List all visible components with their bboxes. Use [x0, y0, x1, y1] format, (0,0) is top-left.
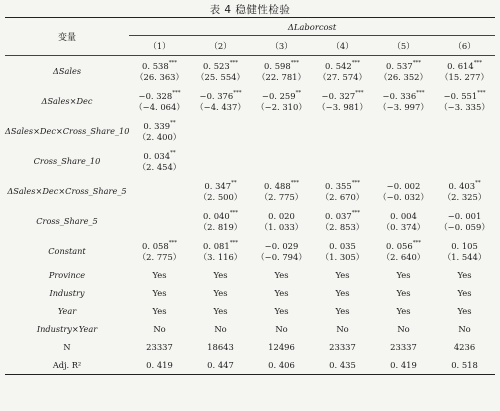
- control-value: 0. 447: [190, 356, 251, 375]
- coefficient-value: 0. 056: [386, 241, 413, 251]
- t-statistic-cell: （25. 554）: [196, 72, 245, 82]
- coefficient-value: −0. 029: [264, 241, 299, 251]
- coefficient-cell: [373, 236, 434, 251]
- control-value: 0. 406: [251, 356, 312, 375]
- t-statistic-cell: （−4. 064）: [134, 102, 185, 112]
- significance-stars: ***: [412, 60, 421, 66]
- control-value: No: [336, 324, 349, 334]
- coefficient-row: [5, 86, 495, 101]
- significance-stars: ***: [290, 180, 299, 186]
- coefficient-cell: [434, 146, 495, 161]
- control-value: No: [153, 324, 166, 334]
- row-label: Cross_Share_5: [36, 216, 98, 226]
- significance-stars: ***: [351, 210, 360, 216]
- coefficient-value: 0. 538: [142, 61, 169, 71]
- control-value: 4236: [453, 342, 476, 352]
- coefficient-cell: [434, 116, 495, 131]
- coefficient-value: −0. 259: [261, 91, 296, 101]
- coefficient-row: [5, 236, 495, 251]
- control-value: 0. 435: [312, 356, 373, 375]
- control-value: Yes: [335, 270, 350, 280]
- coefficient-value: 0. 037: [325, 211, 352, 221]
- row-label: ΔSales: [5, 56, 129, 87]
- control-value: 0. 518: [434, 356, 495, 375]
- dependent-variable-header: ΔLaborcost: [129, 18, 495, 36]
- significance-stars: ***: [473, 60, 482, 66]
- t-statistic-cell: （26. 352）: [379, 72, 428, 82]
- t-statistic-cell: （2. 640）: [381, 252, 426, 262]
- t-statistic-cell: （27. 574）: [318, 72, 367, 82]
- coefficient-cell: [190, 86, 251, 101]
- control-value: No: [275, 324, 288, 334]
- significance-stars: ***: [355, 90, 364, 96]
- t-statistic-cell: （−3. 997）: [378, 102, 429, 112]
- row-label: Cross_Share_10: [33, 156, 101, 166]
- t-statistic-cell: （−0. 059）: [439, 222, 490, 232]
- coefficient-cell: [190, 146, 251, 161]
- t-statistic-cell: [251, 161, 312, 176]
- coefficient-cell: [129, 176, 190, 191]
- coefficient-cell: [312, 56, 373, 72]
- control-value: Yes: [335, 306, 350, 316]
- coefficient-value: 0. 105: [451, 241, 478, 251]
- significance-stars: ***: [351, 60, 360, 66]
- table-body: [5, 56, 495, 375]
- coefficient-value: 0. 523: [203, 61, 230, 71]
- coefficient-cell: [312, 146, 373, 161]
- control-value: Yes: [274, 306, 289, 316]
- coefficient-value: 0. 403: [448, 181, 476, 191]
- coefficient-cell: [373, 176, 434, 191]
- coefficient-cell: [251, 56, 312, 72]
- control-value: Yes: [274, 288, 289, 298]
- t-statistic-cell: （2. 853）: [320, 222, 365, 232]
- t-statistic-cell: （2. 775）: [137, 252, 182, 262]
- t-statistic-cell: （1. 544）: [442, 252, 487, 262]
- row-label: Industry×Year: [36, 324, 98, 334]
- coefficient-cell: [251, 236, 312, 251]
- column-header: （2）: [190, 36, 251, 56]
- control-value: No: [214, 324, 227, 334]
- coefficient-value: 0. 614: [447, 61, 474, 71]
- control-row: [5, 302, 495, 320]
- variable-header: 变量: [5, 18, 129, 56]
- significance-stars: ***: [229, 60, 238, 66]
- coefficient-cell: [434, 56, 495, 72]
- control-value: 18643: [207, 342, 234, 352]
- coefficient-cell: [312, 176, 373, 191]
- coefficient-value: −0. 001: [447, 211, 482, 221]
- significance-stars: ***: [168, 240, 177, 246]
- column-header: （6）: [434, 36, 495, 56]
- t-statistic-cell: （2. 325）: [442, 192, 487, 202]
- significance-stars: **: [475, 180, 481, 186]
- coefficient-cell: [190, 176, 251, 191]
- control-row: [5, 266, 495, 284]
- coefficient-cell: [190, 56, 251, 72]
- t-statistic-cell: （2. 400）: [137, 132, 182, 142]
- control-row: [5, 284, 495, 302]
- row-label: Constant: [48, 246, 86, 256]
- coefficient-value: 0. 537: [386, 61, 413, 71]
- control-value: Yes: [152, 306, 167, 316]
- t-statistic-cell: （1. 305）: [320, 252, 365, 262]
- t-statistic-cell: （−0. 032）: [378, 192, 429, 202]
- t-statistic-cell: （−4. 437）: [195, 102, 246, 112]
- coefficient-cell: [251, 116, 312, 131]
- coefficient-value: 0. 034: [143, 151, 171, 161]
- coefficient-cell: [373, 86, 434, 101]
- control-value: No: [458, 324, 471, 334]
- t-statistic-cell: （2. 819）: [198, 222, 243, 232]
- coefficient-value: 0. 598: [264, 61, 291, 71]
- significance-stars: ***: [233, 90, 242, 96]
- control-value: No: [397, 324, 410, 334]
- coefficient-cell: [434, 206, 495, 221]
- control-value: Yes: [213, 288, 228, 298]
- control-row: [5, 338, 495, 356]
- significance-stars: ***: [172, 90, 181, 96]
- coefficient-value: −0. 336: [382, 91, 417, 101]
- coefficient-value: 0. 542: [325, 61, 352, 71]
- coefficient-cell: [373, 116, 434, 131]
- row-label: ΔSales×Dec: [41, 96, 93, 106]
- coefficient-cell: [312, 86, 373, 101]
- t-statistic-cell: （0. 374）: [381, 222, 426, 232]
- control-value: Yes: [457, 288, 472, 298]
- coefficient-cell: [251, 206, 312, 221]
- control-value: Yes: [152, 288, 167, 298]
- coefficient-value: 0. 020: [268, 211, 295, 221]
- coefficient-cell: [190, 236, 251, 251]
- significance-stars: ***: [351, 180, 360, 186]
- coefficient-cell: [251, 176, 312, 191]
- control-value: Yes: [335, 288, 350, 298]
- coefficient-cell: [312, 206, 373, 221]
- coefficient-cell: [129, 206, 190, 221]
- significance-stars: ***: [416, 90, 425, 96]
- significance-stars: ***: [229, 240, 238, 246]
- coefficient-value: 0. 347: [204, 181, 232, 191]
- control-value: Yes: [213, 306, 228, 316]
- coefficient-cell: [373, 206, 434, 221]
- t-statistic-cell: （−2. 310）: [256, 102, 307, 112]
- row-label: ΔSales×Dec×Cross_Share_5: [7, 186, 127, 196]
- coefficient-cell: [373, 146, 434, 161]
- significance-stars: ***: [229, 210, 238, 216]
- control-value: 23337: [329, 342, 356, 352]
- significance-stars: ***: [168, 60, 177, 66]
- coefficient-cell: [190, 206, 251, 221]
- t-statistic-cell: [190, 161, 251, 176]
- coefficient-cell: [434, 236, 495, 251]
- t-statistic-cell: [190, 131, 251, 146]
- t-statistic-cell: （26. 363）: [135, 72, 184, 82]
- coefficient-row: [5, 146, 495, 161]
- t-statistic-cell: [129, 221, 190, 236]
- coefficient-value: 0. 058: [142, 241, 169, 251]
- coefficient-value: 0. 040: [203, 211, 230, 221]
- control-value: Yes: [396, 306, 411, 316]
- coefficient-cell: [312, 116, 373, 131]
- coefficient-row: [5, 176, 495, 191]
- t-statistic-cell: （3. 116）: [198, 252, 243, 262]
- t-statistic-cell: [434, 161, 495, 176]
- coefficient-value: −0. 328: [138, 91, 173, 101]
- coefficient-value: 0. 488: [264, 181, 291, 191]
- t-statistic-cell: [251, 131, 312, 146]
- coefficient-value: 0. 355: [325, 181, 352, 191]
- control-value: Yes: [457, 270, 472, 280]
- t-statistic-cell: （1. 033）: [259, 222, 304, 232]
- regression-table: [5, 17, 495, 375]
- control-row: [5, 320, 495, 338]
- coefficient-cell: [434, 176, 495, 191]
- significance-stars: ***: [290, 60, 299, 66]
- coefficient-cell: [251, 86, 312, 101]
- coefficient-cell: [129, 236, 190, 251]
- control-value: Yes: [396, 270, 411, 280]
- control-value: 12496: [268, 342, 295, 352]
- column-header: （3）: [251, 36, 312, 56]
- t-statistic-cell: （2. 500）: [198, 192, 243, 202]
- row-label: ΔSales×Dec×Cross_Share_10: [5, 126, 130, 136]
- control-value: 0. 419: [373, 356, 434, 375]
- t-statistic-cell: （15. 277）: [440, 72, 489, 82]
- coefficient-cell: [251, 146, 312, 161]
- row-label: Industry: [49, 288, 85, 298]
- control-value: Yes: [213, 270, 228, 280]
- control-value: Yes: [457, 306, 472, 316]
- t-statistic-cell: [434, 131, 495, 146]
- coefficient-row: [5, 206, 495, 221]
- row-label: Adj. R²: [5, 356, 129, 375]
- row-label: Year: [57, 306, 77, 316]
- coefficient-value: −0. 551: [443, 91, 478, 101]
- t-statistic-cell: （2. 454）: [137, 162, 182, 172]
- coefficient-value: 0. 004: [390, 211, 417, 221]
- significance-stars: **: [170, 120, 176, 126]
- coefficient-cell: [129, 116, 190, 131]
- significance-stars: **: [170, 150, 176, 156]
- coefficient-cell: [190, 116, 251, 131]
- coefficient-row: [5, 116, 495, 131]
- column-header: （5）: [373, 36, 434, 56]
- coefficient-cell: [373, 56, 434, 72]
- significance-stars: **: [295, 90, 302, 96]
- coefficient-value: −0. 376: [199, 91, 234, 101]
- control-value: 23337: [146, 342, 173, 352]
- t-statistic-cell: [373, 161, 434, 176]
- table-title: 表 4 稳健性检验: [209, 4, 291, 16]
- coefficient-cell: [129, 56, 190, 72]
- coefficient-value: −0. 002: [386, 181, 421, 191]
- control-value: Yes: [274, 270, 289, 280]
- t-statistic-cell: [373, 131, 434, 146]
- coefficient-cell: [129, 86, 190, 101]
- significance-stars: ***: [412, 240, 421, 246]
- t-statistic-cell: （2. 670）: [320, 192, 365, 202]
- significance-stars: ***: [477, 90, 486, 96]
- control-value: Yes: [152, 270, 167, 280]
- t-statistic-cell: （2. 775）: [259, 192, 304, 202]
- coefficient-cell: [312, 236, 373, 251]
- coefficient-value: 0. 339: [143, 121, 171, 131]
- control-value: 0. 419: [129, 356, 190, 375]
- significance-stars: **: [231, 180, 237, 186]
- coefficient-value: 0. 035: [329, 241, 356, 251]
- t-statistic-cell: [129, 191, 190, 206]
- column-header: （1）: [129, 36, 190, 56]
- coefficient-row: [5, 56, 495, 72]
- control-value: Yes: [396, 288, 411, 298]
- t-statistic-cell: （−3. 335）: [439, 102, 490, 112]
- control-row: [5, 356, 495, 375]
- t-statistic-cell: [312, 161, 373, 176]
- t-statistic-cell: （−3. 981）: [317, 102, 368, 112]
- control-value: 23337: [390, 342, 417, 352]
- t-statistic-cell: [312, 131, 373, 146]
- t-statistic-cell: （22. 781）: [257, 72, 306, 82]
- t-statistic-cell: （−0. 794）: [256, 252, 307, 262]
- column-header: （4）: [312, 36, 373, 56]
- row-label: N: [63, 342, 71, 352]
- row-label: Province: [48, 270, 86, 280]
- coefficient-value: 0. 081: [203, 241, 230, 251]
- coefficient-value: −0. 327: [321, 91, 356, 101]
- coefficient-cell: [129, 146, 190, 161]
- coefficient-cell: [434, 86, 495, 101]
